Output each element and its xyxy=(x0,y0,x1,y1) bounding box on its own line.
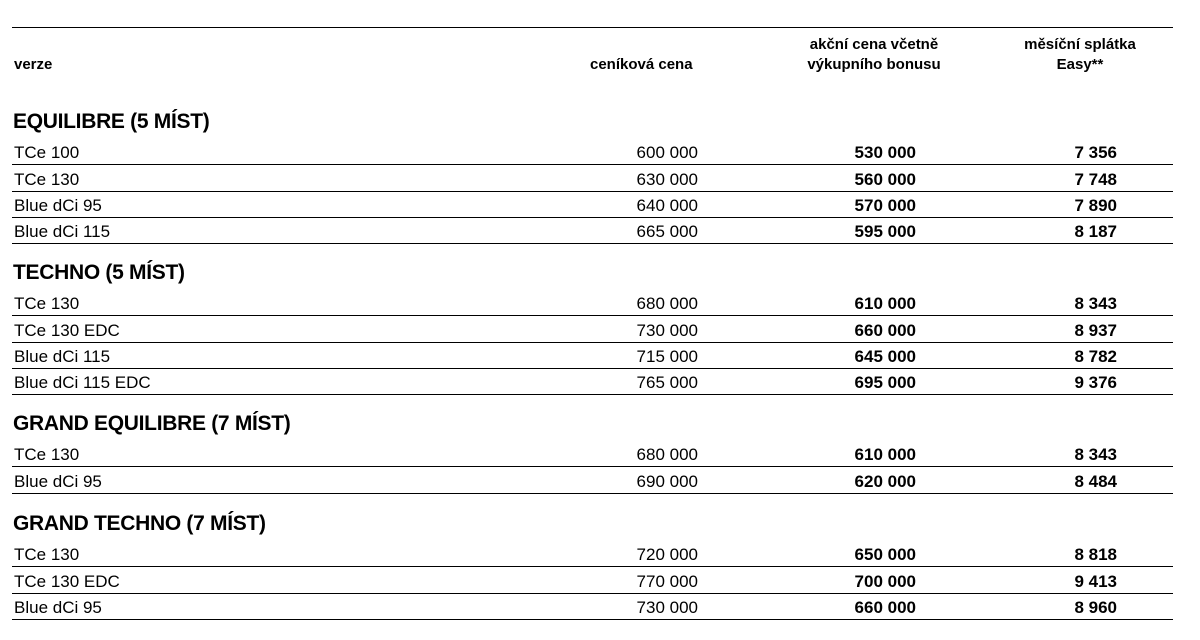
monthly-payment: 9 413 xyxy=(1074,571,1117,591)
top-divider xyxy=(12,27,1173,28)
action-price: 695 000 xyxy=(854,373,916,393)
monthly-payment: 8 818 xyxy=(1074,545,1117,565)
header-monthly-payment xyxy=(1005,35,1155,75)
table-row xyxy=(12,594,1173,620)
section-title: EQUILIBRE (5 MÍST) xyxy=(13,110,210,133)
table-row xyxy=(12,541,1173,567)
table-row xyxy=(12,192,1173,218)
engine-name: Blue dCi 115 xyxy=(14,346,111,366)
header-version: verze xyxy=(14,56,53,73)
header-action-price-line2: výkupního bonusu xyxy=(807,56,941,73)
header-action-price xyxy=(779,35,969,75)
monthly-payment: 7 890 xyxy=(1074,195,1117,215)
monthly-payment: 8 937 xyxy=(1074,320,1117,340)
list-price: 715 000 xyxy=(636,346,698,366)
list-price: 665 000 xyxy=(636,222,698,242)
list-price: 690 000 xyxy=(636,471,698,491)
monthly-payment: 8 782 xyxy=(1074,346,1117,366)
engine-name: TCe 130 xyxy=(14,169,80,189)
table-row xyxy=(12,369,1173,395)
list-price: 680 000 xyxy=(636,294,698,314)
monthly-payment: 8 343 xyxy=(1074,445,1117,465)
list-price: 630 000 xyxy=(636,169,698,189)
engine-name: TCe 130 xyxy=(14,545,80,565)
list-price: 680 000 xyxy=(636,445,698,465)
engine-name: Blue dCi 115 EDC xyxy=(14,373,151,393)
table-row xyxy=(12,441,1173,467)
list-price: 600 000 xyxy=(636,143,698,163)
table-row xyxy=(12,165,1173,191)
trim-section xyxy=(12,109,1173,244)
section-title: GRAND TECHNO (7 MÍST) xyxy=(13,512,266,535)
action-price: 560 000 xyxy=(854,169,916,189)
engine-name: TCe 100 xyxy=(14,143,80,163)
trim-section xyxy=(12,260,1173,395)
table-row xyxy=(12,467,1173,493)
monthly-payment: 8 343 xyxy=(1074,294,1117,314)
monthly-payment: 9 376 xyxy=(1074,373,1117,393)
engine-name: Blue dCi 95 xyxy=(14,471,102,491)
list-price: 765 000 xyxy=(636,373,698,393)
table-row xyxy=(12,290,1173,316)
monthly-payment: 7 356 xyxy=(1074,143,1117,163)
table-row xyxy=(12,316,1173,342)
monthly-payment: 8 484 xyxy=(1074,471,1117,491)
list-price: 640 000 xyxy=(636,195,698,215)
list-price: 730 000 xyxy=(636,320,698,340)
table-row xyxy=(12,218,1173,244)
header-list-price: ceníková cena xyxy=(590,56,693,73)
list-price: 720 000 xyxy=(636,545,698,565)
engine-name: Blue dCi 115 xyxy=(14,222,111,242)
action-price: 595 000 xyxy=(854,222,916,242)
engine-name: Blue dCi 95 xyxy=(14,195,102,215)
action-price: 645 000 xyxy=(854,346,916,366)
action-price: 610 000 xyxy=(854,445,916,465)
monthly-payment: 7 748 xyxy=(1074,169,1117,189)
action-price: 660 000 xyxy=(854,597,916,617)
trim-section xyxy=(12,411,1173,494)
section-title: TECHNO (5 MÍST) xyxy=(13,261,185,284)
engine-name: TCe 130 EDC xyxy=(14,320,120,340)
action-price: 530 000 xyxy=(854,143,916,163)
header-monthly-line2: Easy** xyxy=(1056,56,1104,73)
header-monthly-line1: měsíční splátka xyxy=(1024,36,1136,53)
trim-section xyxy=(12,511,1173,620)
engine-name: TCe 130 EDC xyxy=(14,571,120,591)
engine-name: Blue dCi 95 xyxy=(14,597,102,617)
table-row xyxy=(12,139,1173,165)
monthly-payment: 8 960 xyxy=(1074,597,1117,617)
list-price: 730 000 xyxy=(636,597,698,617)
engine-name: TCe 130 xyxy=(14,445,80,465)
action-price: 620 000 xyxy=(854,471,916,491)
table-header xyxy=(12,33,1173,75)
action-price: 650 000 xyxy=(854,545,916,565)
monthly-payment: 8 187 xyxy=(1074,222,1117,242)
table-row xyxy=(12,567,1173,593)
section-title: GRAND EQUILIBRE (7 MÍST) xyxy=(13,412,291,435)
header-action-price-line1: akční cena včetně xyxy=(809,36,939,53)
table-row xyxy=(12,343,1173,369)
action-price: 660 000 xyxy=(854,320,916,340)
action-price: 700 000 xyxy=(854,571,916,591)
action-price: 610 000 xyxy=(854,294,916,314)
engine-name: TCe 130 xyxy=(14,294,80,314)
action-price: 570 000 xyxy=(854,195,916,215)
list-price: 770 000 xyxy=(636,571,698,591)
